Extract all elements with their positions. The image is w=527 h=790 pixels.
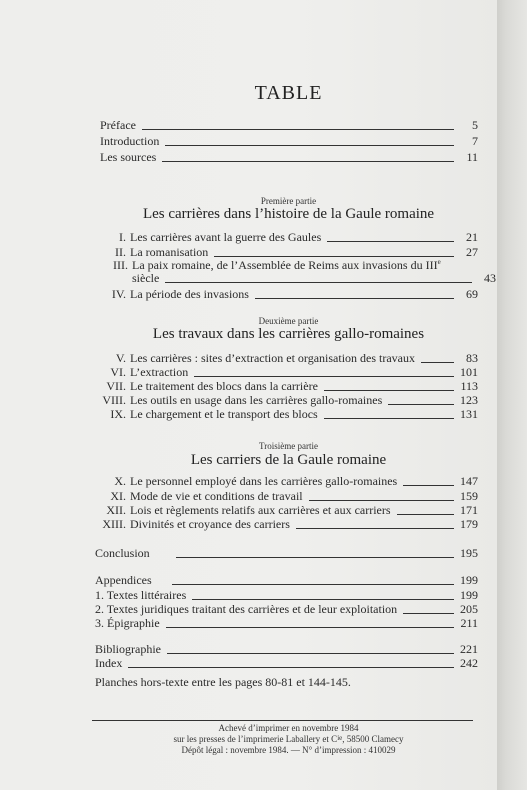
toc-label: Le personnel employé dans les carrières gallo-romaines: [130, 474, 398, 488]
colophon-line: Dépôt légal : novembre 1984. — N° d’impression : 410029: [181, 745, 396, 755]
toc-entry-appendix-item: [95, 616, 478, 630]
toc-label: Les carrières avant la guerre des Gaules: [130, 230, 322, 244]
toc-leader: [403, 484, 454, 486]
toc-page: 101: [460, 365, 478, 379]
toc-label: Les outils en usage dans les carrières gallo-romaines: [130, 393, 383, 407]
toc-leader: [388, 403, 454, 405]
toc-leader: [403, 612, 454, 614]
toc-page: 221: [460, 642, 478, 656]
toc-page: 205: [460, 602, 478, 616]
toc-leader: [214, 255, 454, 257]
toc-entry-chapter: [100, 351, 478, 365]
toc-page: 242: [460, 656, 478, 670]
toc-entry-chapter: [100, 287, 478, 301]
toc-entry-chapter: [100, 503, 478, 517]
chapter-number: VIII.: [102, 393, 126, 407]
toc-label: Index: [95, 656, 123, 670]
toc-label: Le chargement et le transport des blocs: [130, 407, 318, 421]
toc-page: 11: [466, 150, 478, 164]
toc-leader: [255, 297, 454, 299]
chapter-number: I.: [119, 230, 126, 244]
part-kicker: Troisième partie: [259, 441, 318, 451]
toc-leader: [142, 128, 454, 130]
toc-entry-introduction: [100, 134, 478, 148]
toc-entry-appendix-item: [95, 588, 478, 602]
toc-leader: [167, 652, 454, 654]
toc-leader: [327, 240, 454, 242]
page-title: TABLE: [254, 82, 323, 104]
toc-leader: [192, 598, 454, 600]
toc-entry-chapter: [100, 407, 478, 421]
toc-page: 199: [460, 588, 478, 602]
toc-leader: [176, 556, 454, 558]
toc-label: Conclusion: [95, 546, 150, 560]
toc-label: 3. Épigraphie: [95, 616, 160, 630]
toc-label: Les carrières : sites d’extraction et organisation des travaux: [130, 351, 416, 365]
toc-leader: [128, 666, 454, 668]
chapter-number: XII.: [106, 503, 126, 517]
planches-note: Planches hors-texte entre les pages 80-81 et 144-145.: [95, 675, 351, 689]
toc-page: 211: [460, 616, 478, 630]
chapter-number: III.: [113, 258, 128, 272]
toc-page: 83: [466, 351, 478, 365]
superscript: ie: [337, 734, 343, 742]
chapter-number: XI.: [110, 489, 126, 503]
superscript: e: [437, 258, 441, 266]
toc-entry-sources: [100, 150, 478, 164]
toc-entry-index: [95, 656, 478, 670]
part-heading: Les travaux dans les carrières gallo-romaines: [152, 326, 425, 342]
part-kicker: Deuxième partie: [258, 316, 319, 326]
chapter-number: X.: [114, 474, 126, 488]
toc-page: 69: [466, 287, 478, 301]
chapter-number: II.: [115, 245, 126, 259]
toc-page: 147: [460, 474, 478, 488]
toc-label: 2. Textes juridiques traitant des carrières et de leur exploitation: [95, 602, 398, 616]
toc-label: Bibliographie: [95, 642, 161, 656]
toc-entry-chapter: [100, 258, 496, 286]
toc-page: 171: [460, 503, 478, 517]
toc-entry-chapter: [100, 365, 478, 379]
toc-page: 195: [460, 546, 478, 560]
colophon-line: Achevé d’imprimer en novembre 1984: [218, 723, 359, 733]
toc-label: La paix romaine, de l’Assemblée de Reims aux invasions du IIIe: [132, 258, 441, 272]
toc-page: 43: [484, 271, 496, 285]
toc-leader: [309, 499, 454, 501]
toc-page: 27: [466, 245, 478, 259]
toc-leader: [172, 583, 454, 585]
chapter-number: IX.: [110, 407, 126, 421]
toc-label: 1. Textes littéraires: [95, 588, 187, 602]
toc-leader: [397, 513, 454, 515]
toc-page: 199: [460, 573, 478, 587]
toc-page: 5: [472, 118, 478, 132]
toc-page: 21: [466, 230, 478, 244]
toc-entry-chapter: [100, 393, 478, 407]
toc-label: Lois et règlements relatifs aux carrières et aux carriers: [130, 503, 391, 517]
toc-leader: [162, 160, 454, 162]
chapter-number: IV.: [111, 287, 126, 301]
part-heading: Les carriers de la Gaule romaine: [190, 452, 387, 468]
toc-page: 179: [460, 517, 478, 531]
toc-leader: [324, 417, 454, 419]
toc-page: 159: [460, 489, 478, 503]
toc-label: La romanisation: [130, 245, 209, 259]
toc-entry-chapter: [100, 489, 478, 503]
toc-entry-appendix-item: [95, 602, 478, 616]
toc-leader: [165, 144, 454, 146]
toc-entry-appendices: [95, 573, 478, 587]
toc-page: 113: [460, 379, 478, 393]
toc-page: 7: [472, 134, 478, 148]
toc-leader: [324, 389, 454, 391]
toc-label-continuation: siècle 43: [132, 271, 496, 285]
toc-leader: [165, 281, 472, 283]
part-heading: Les carrières dans l’histoire de la Gaule romaine: [142, 206, 435, 222]
toc-leader: [194, 375, 454, 377]
toc-label: Préface: [100, 118, 136, 132]
toc-entry-chapter: [100, 474, 478, 488]
toc-label: Introduction: [100, 134, 160, 148]
toc-page: 123: [460, 393, 478, 407]
toc-entry-bibliographie: [95, 642, 478, 656]
chapter-number: XIII.: [102, 517, 126, 531]
toc-label: Les sources: [100, 150, 157, 164]
chapter-number: VI.: [110, 365, 126, 379]
toc-label: La période des invasions: [130, 287, 249, 301]
toc-entry-preface: [100, 118, 478, 132]
toc-label: Mode de vie et conditions de travail: [130, 489, 303, 503]
colophon-rule: [92, 720, 473, 721]
toc-entry-chapter: [100, 230, 478, 244]
toc-entry-chapter: [100, 517, 478, 531]
chapter-number: V.: [115, 351, 126, 365]
toc-label: L’extraction: [130, 365, 189, 379]
toc-entry-chapter: [100, 245, 478, 259]
part-kicker: Première partie: [260, 196, 317, 206]
chapter-number: VII.: [106, 379, 126, 393]
toc-label: Le traitement des blocs dans la carrière: [130, 379, 318, 393]
toc-page: 131: [460, 407, 478, 421]
toc-label: Appendices: [95, 573, 152, 587]
toc-entry-chapter: [100, 379, 478, 393]
toc-leader: [166, 626, 454, 628]
page-edge: [497, 0, 527, 790]
toc-leader: [296, 527, 454, 529]
colophon-line: sur les presses de l’imprimerie Laballery et $C^{ie}$, 58500 Clamecy: [173, 734, 404, 744]
toc-label: Divinités et croyance des carriers: [130, 517, 290, 531]
toc-entry-conclusion: [95, 546, 478, 560]
toc-leader: [421, 361, 454, 363]
